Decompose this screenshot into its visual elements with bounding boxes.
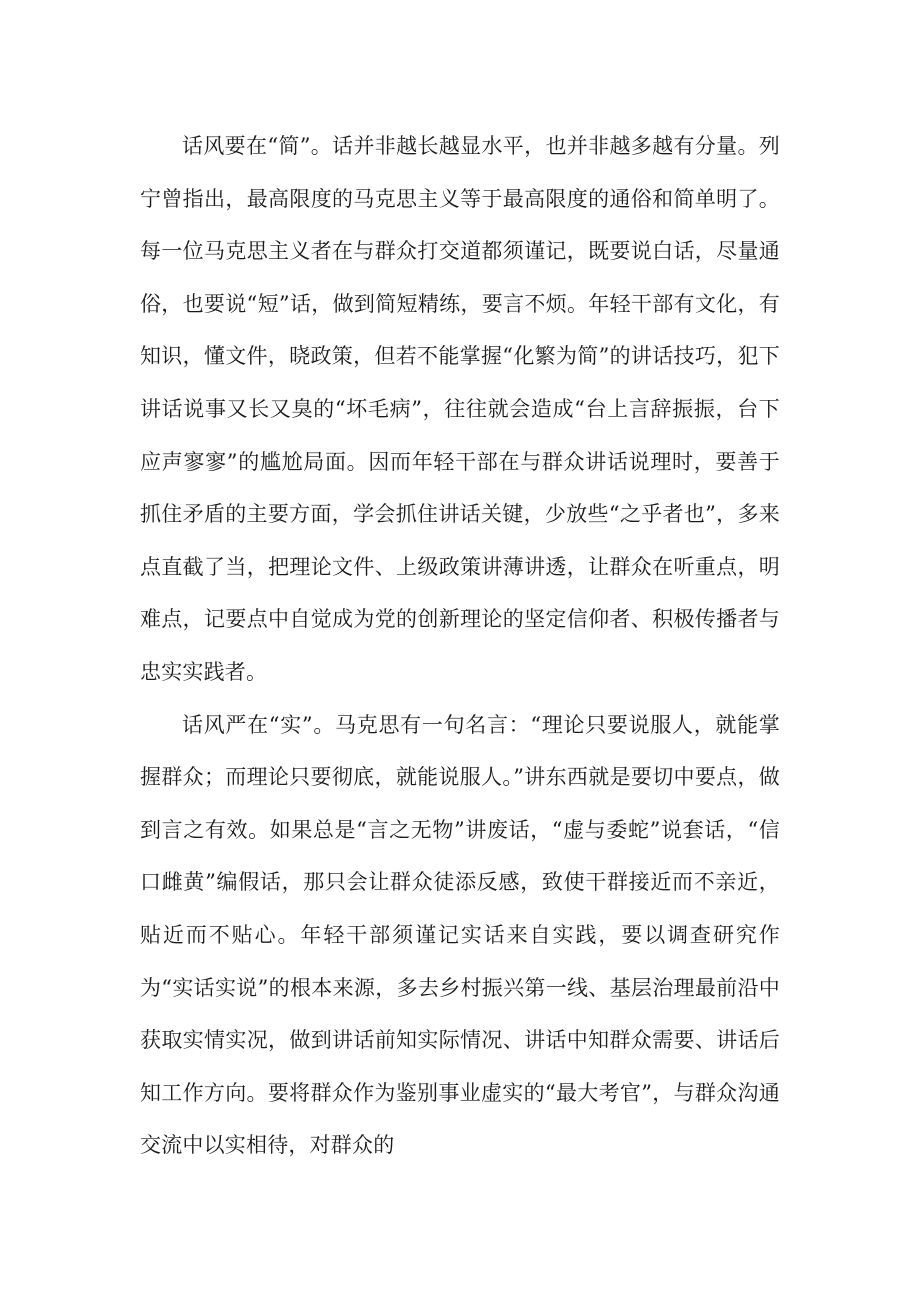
paragraph-jian: 话风要在“简”。话并非越长越显水平，也并非越多越有分量。列宁曾指出，最高限度的马克思主义等于最高限度的通俗和简单明了。每一位马克思主义者在与群众打交道都须谨记，既要说白话，尽量通俗，也要说“短”话，做到简短精练，要言不烦。年轻干部有文化，有知识，懂文件，晓政策，但若不能掌握“化繁为简”的讲话技巧，犯下讲话说事又长又臭的“坏毛病”，往往就会造成“台上言辞振振，台下应声寥寥”的尴尬局面。因而年轻干部在与群众讲话说理时，要善于抓住矛盾的主要方面，学会抓住讲话关键，少放些“之乎者也”，多来点直截了当，把理论文件、上级政策讲薄讲透，让群众在听重点，明难点，记要点中自觉成为党的创新理论的坚定信仰者、积极传播者与忠实实践者。 [140, 134, 780, 684]
paragraph-shi: 话风严在“实”。马克思有一句名言：“理论只要说服人，就能掌握群众；而理论只要彻底，就能说服人。”讲东西就是要切中要点，做到言之有效。如果总是“言之无物”讲废话，“虚与委蛇”说套话，“信口雌黄”编假话，那只会让群众徒添反感，致使干群接近而不亲近，贴近而不贴心。年轻干部须谨记实话来自实践，要以调查研究作为“实话实说”的根本来源，多去乡村振兴第一线、基层治理最前沿中获取实情实况，做到讲话前知实际情况、讲话中知群众需要、讲话后知工作方向。要将群众作为鉴别事业虚实的“最大考官”，与群众沟通交流中以实相待，对群众的 [140, 712, 780, 1158]
document-body [140, 120, 780, 1172]
